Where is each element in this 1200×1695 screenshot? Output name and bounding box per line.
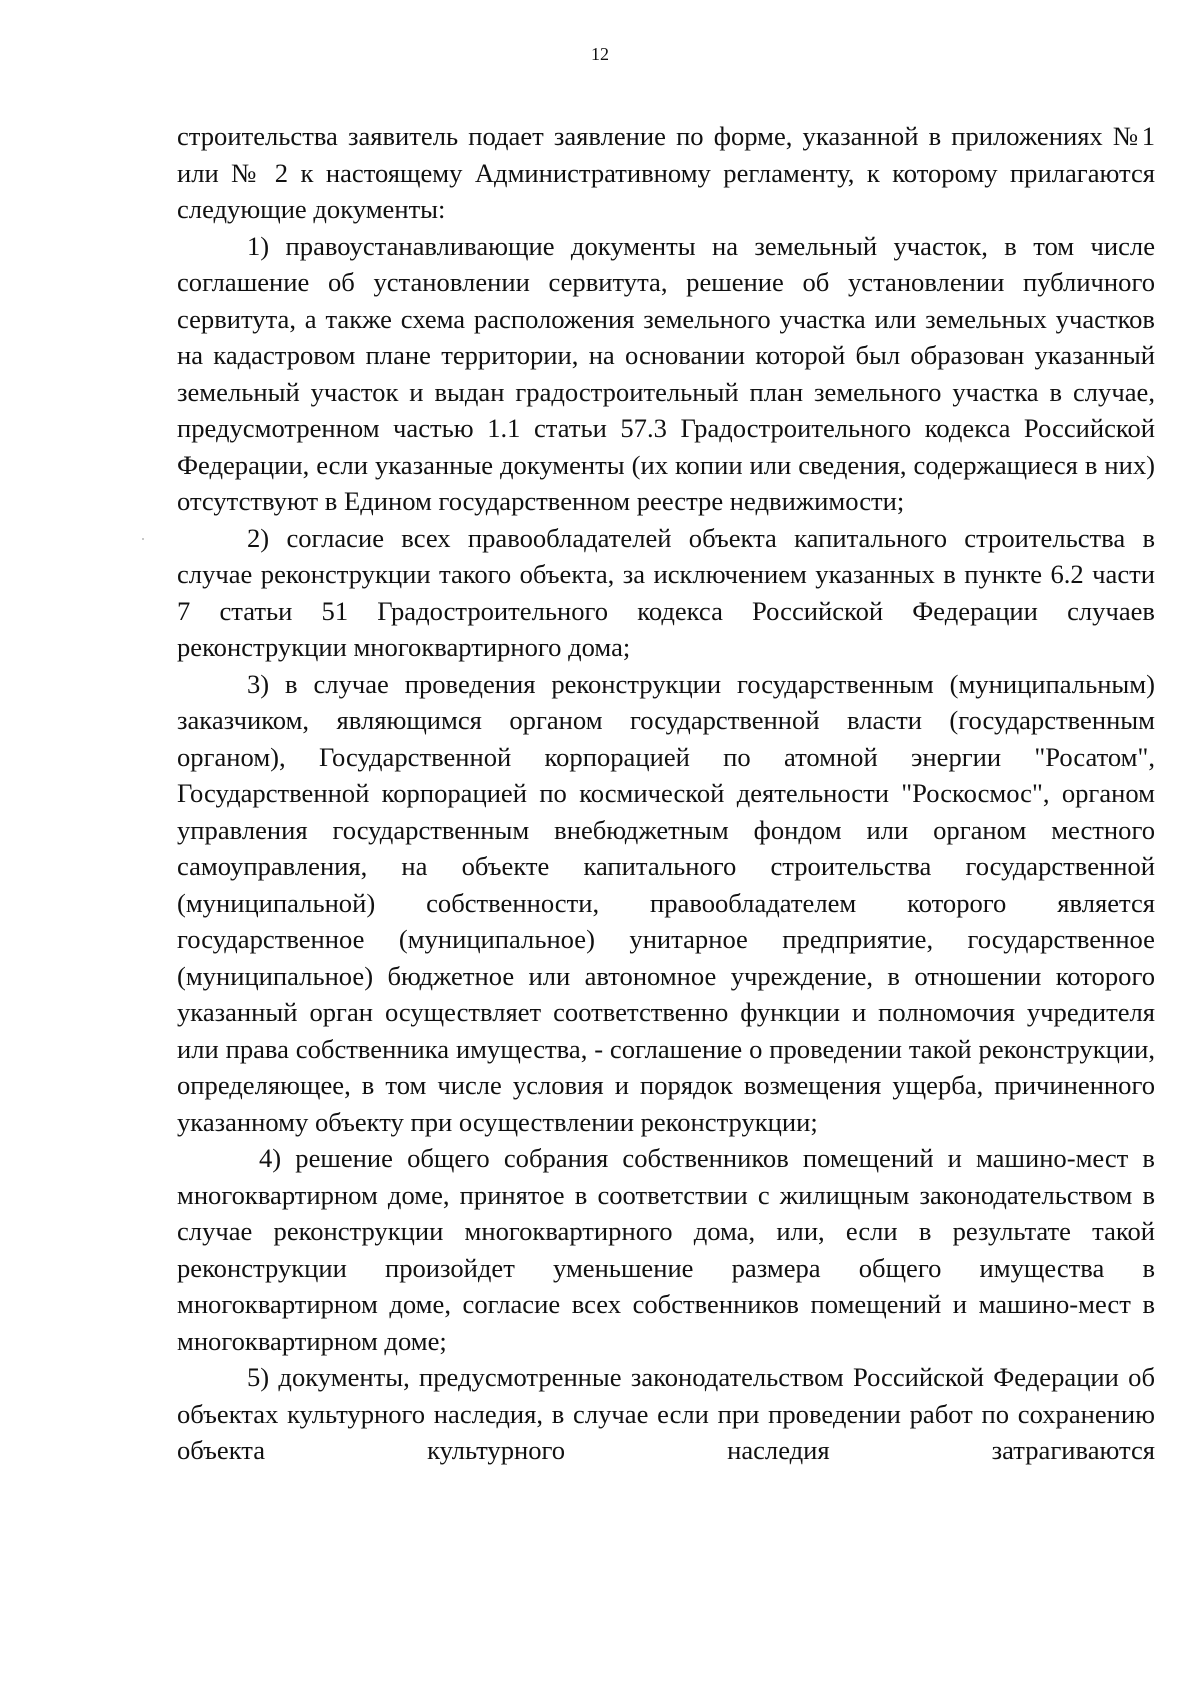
page-number: 12 [591,44,609,64]
paragraph-item-3: 3) в случае проведения реконструкции государственным (муниципальным) заказчиком, являющимся органом государственной власти (государственным органом), Государственной корпорацией по атомной энергии "Росатом", Государственной корпорацией по космической деятельности "Роскосмос", органом управления государственным внебюджетным фондом или органом местного самоуправления, на объекте капитального строительства государственной (муниципальной) собственности, правообладателем которого является государственное (муниципальное) унитарное предприятие, государственное (муниципальное) бюджетное или автономное учреждение, в отношении которого указанный орган осуществляет соответственно функции и полномочия учредителя или права собственника имущества, - соглашение о проведении такой реконструкции, определяющее, в том числе условия и порядок возмещения ущерба, причиненного указанному объекту при осуществлении реконструкции; [177,668,1155,1137]
document-body [177,118,1155,1469]
paragraph-continuation: строительства заявитель подает заявление по форме, указанной в приложениях №1 или № 2 к настоящему Административному регламенту, к которому прилагаются следующие документы: [177,121,1155,224]
scan-artifact [142,538,144,540]
paragraph-item-5: 5) документы, предусмотренные законодательством Российской Федерации об объектах культурного наследия, в случае если при проведении работ по сохранению объекта культурного наследия затрагиваются [177,1362,1155,1465]
paragraph-item-4: 4) решение общего собрания собственников помещений и машино-мест в многоквартирном доме, принятое в соответствии с жилищным законодательством в случае реконструкции многоквартирного дома, или, если в результате такой реконструкции произойдет уменьшение размера общего имущества в многоквартирном доме, согласие всех собственников помещений и машино-мест в многоквартирном доме; [177,1143,1155,1356]
paragraph-item-2: 2) согласие всех правообладателей объекта капитального строительства в случае реконструкции такого объекта, за исключением указанных в пункте 6.2 части 7 статьи 51 Градостроительного кодекса Российской Федерации случаев реконструкции многоквартирного дома; [177,522,1155,662]
paragraph-item-1: 1) правоустанавливающие документы на земельный участок, в том числе соглашение об установлении сервитута, решение об установлении публичного сервитута, а также схема расположения земельного участка или земельных участков на кадастровом плане территории, на основании которой был образован указанный земельный участок и выдан градостроительный план земельного участка в случае, предусмотренном частью 1.1 статьи 57.3 Градостроительного кодекса Российской Федерации, если указанные документы (их копии или сведения, содержащиеся в них) отсутствуют в Едином государственном реестре недвижимости; [177,230,1155,516]
